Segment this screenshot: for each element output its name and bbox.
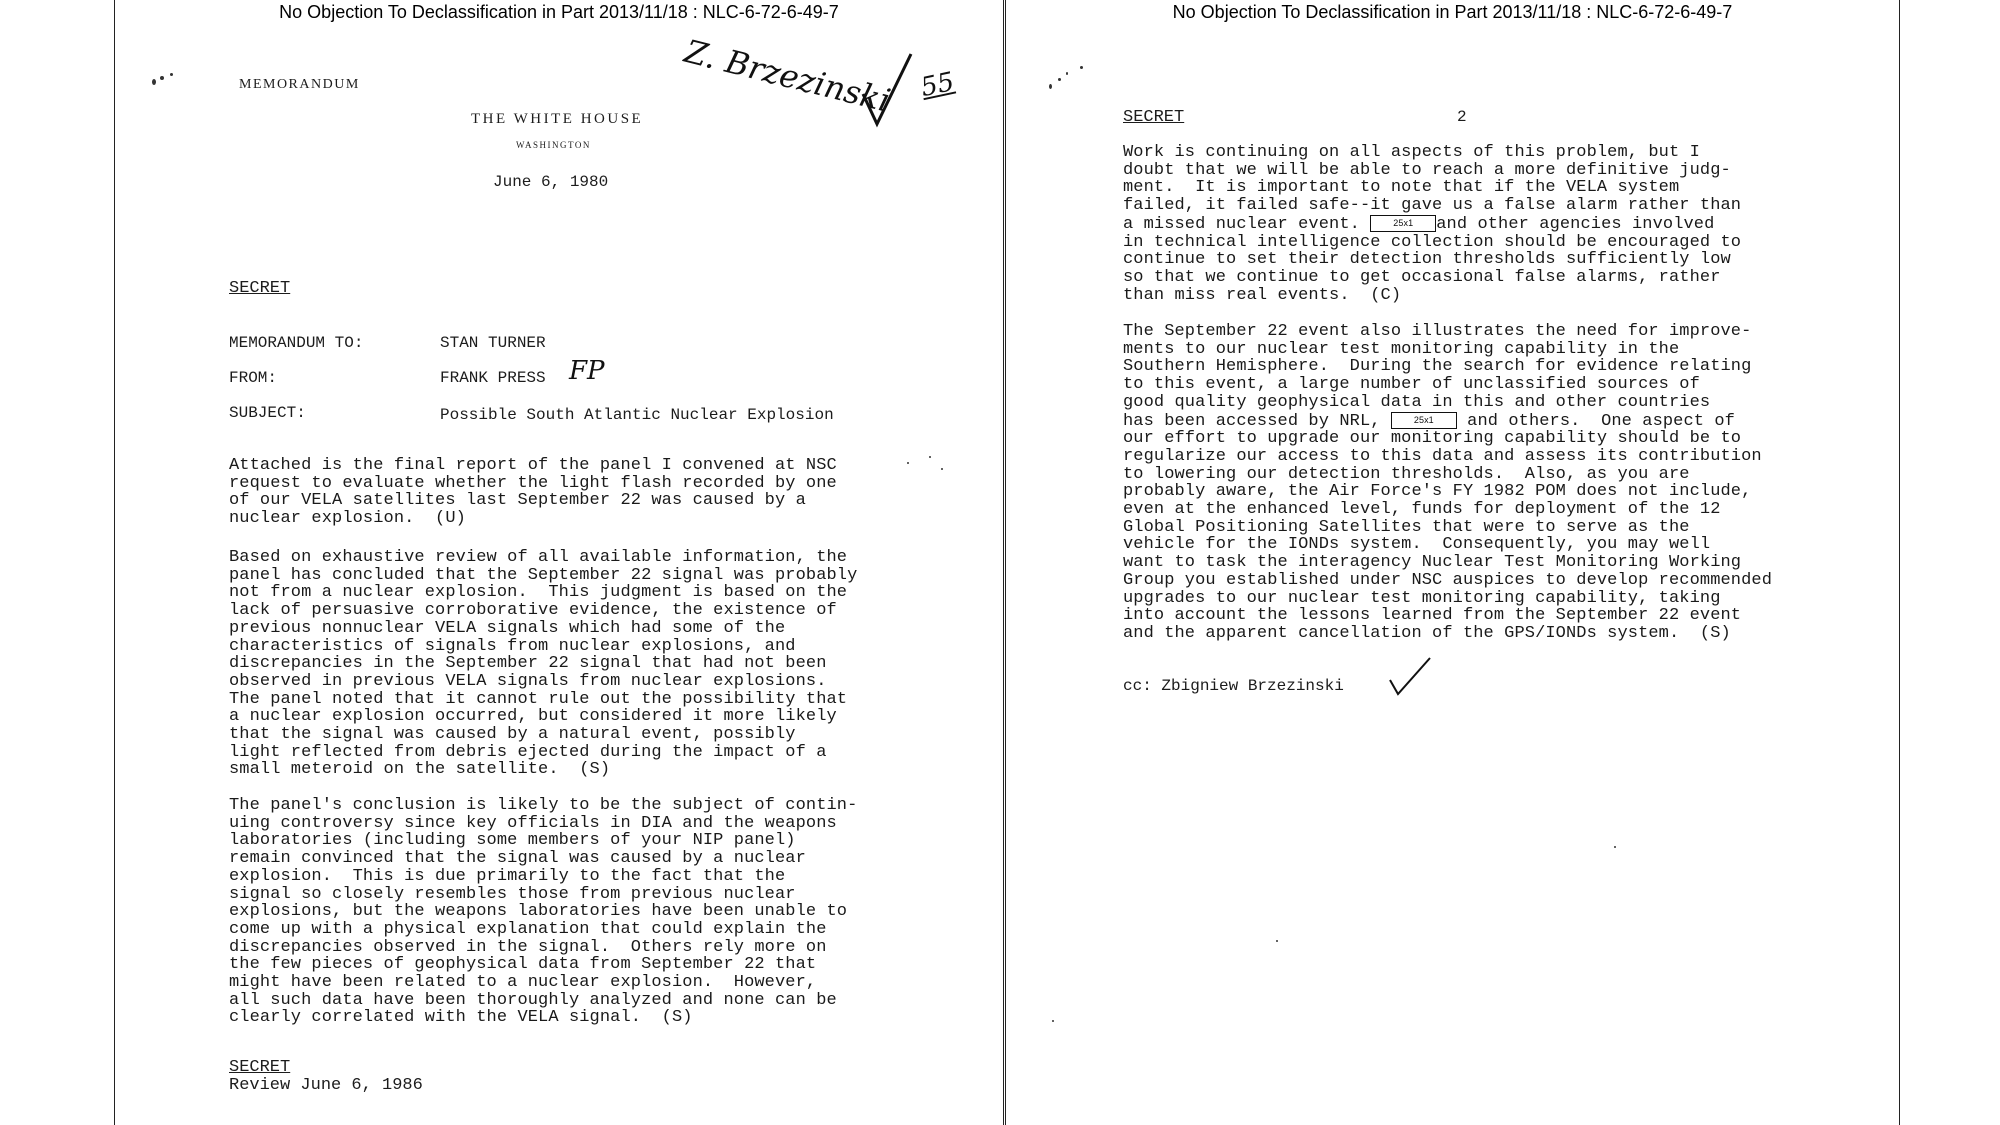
declassification-text: No Objection To Declassification in Part 2013/11/18 : NLC-6-72-6-49-7	[1172, 2, 1733, 22]
text-line: and other agencies involved	[1436, 214, 1715, 234]
text-line: failed, it failed safe--it gave us a false alarm rather than	[1123, 196, 1742, 216]
text-line: ment. It is important to note that if the VELA system	[1123, 178, 1680, 198]
classification-page-2: SECRET	[1123, 108, 1185, 127]
text-line: Work is continuing on all aspects of this problem, but I	[1123, 143, 1700, 162]
declassification-banner	[115, 0, 1003, 24]
memo-subject-value: Possible South Atlantic Nuclear Explosion	[440, 406, 834, 424]
memorandum-heading: MEMORANDUM	[239, 77, 360, 92]
classification-top: SECRET	[229, 279, 291, 298]
redaction-box: 25x1	[1370, 215, 1436, 232]
scan-speck	[907, 462, 909, 464]
scan-speck	[152, 79, 156, 85]
text-line: and others. One aspect of	[1456, 411, 1735, 431]
checkmark-icon	[859, 48, 923, 128]
classification-bottom: SECRET	[229, 1058, 291, 1077]
scan-speck	[170, 73, 173, 76]
scan-speck	[1049, 84, 1052, 89]
washington-heading: WASHINGTON	[516, 140, 591, 150]
scan-speck	[1614, 846, 1616, 848]
memo-to-label: MEMORANDUM TO:	[229, 334, 364, 352]
memo-paragraph-2: Based on exhaustive review of all available information, the panel has concluded that the September 22 signal was probably not from a nuclear explosion. This judgment is based on the lack of persuasive corroborative evidence, the existence of previous nonnuclear VELA signals which had some of the characteristics of signals from nuclear explosions, and discrepancies in the September 22 signal that had not been observed in previous VELA signals from nuclear explosions. The panel noted that it cannot rule out the possibility that a nuclear explosion occurred, but considered it more likely that the signal was caused by a natural event, possibly light reflected from debris ejected during the impact of a small meteroid on the satellite. (S)	[229, 548, 858, 780]
document-page-1	[114, 0, 1004, 1125]
document-page-2	[1005, 0, 1900, 1125]
text-block: The September 22 event also illustrates the need for improve- ments to our nuclear test monitoring capability in the Southern Hemisphere. During the search for evidence relating to this event, a large number of unclassified sources of good quality geophysical data in this and other countries	[1123, 322, 1752, 412]
declassification-banner	[1006, 0, 1899, 24]
scan-speck	[1276, 940, 1278, 942]
scan-speck	[1080, 66, 1083, 69]
text-line: a missed nuclear event.	[1123, 214, 1371, 234]
memo-date: June 6, 1980	[493, 173, 609, 191]
page2-paragraph-2	[1123, 323, 1772, 643]
memo-subject-label: SUBJECT:	[229, 404, 306, 422]
memo-paragraph-1: Attached is the final report of the panel I convened at NSC request to evaluate whether the light flash recorded by one of our VELA satellites last September 22 was caused by a nuclear explosion. (U)	[229, 456, 837, 529]
cc-line: cc: Zbigniew Brzezinski	[1123, 677, 1344, 695]
scan-speck	[941, 468, 943, 470]
text-block: in technical intelligence collection should be encouraged to continue to set their detection thresholds sufficiently low so that we continue to get occasional false alarms, rather than miss real events. (C)	[1123, 232, 1742, 305]
redaction-box: 25x1	[1391, 412, 1457, 429]
scan-speck	[929, 456, 931, 458]
text-line: doubt that we will be able to reach a more definitive judg-	[1123, 160, 1731, 180]
page-number: 2	[1457, 108, 1467, 126]
handwritten-initials: FP	[569, 356, 605, 386]
page2-paragraph-1	[1123, 144, 1741, 304]
scan-speck	[1058, 78, 1061, 81]
scan-speck	[1066, 72, 1068, 75]
memo-paragraph-3: The panel's conclusion is likely to be the subject of contin- uing controversy since key officials in DIA and the weapons laboratories (including some members of your NIP panel) remain convinced that the signal was caused by a nuclear explosion. This is due primarily to the fact that the signal so closely resembles those from previous nuclear explosions, but the weapons laboratories have been unable to come up with a physical explanation that could explain the discrepancies observed in the signal. Others rely more on the few pieces of geophysical data from September 22 that might have been related to a nuclear explosion. However, all such data have been thoroughly analyzed and none can be clearly correlated with the VELA signal. (S)	[229, 796, 858, 1028]
scan-speck	[1052, 1020, 1054, 1022]
scan-speck	[160, 76, 164, 80]
white-house-heading: THE WHITE HOUSE	[471, 111, 644, 127]
memo-to-value: STAN TURNER	[440, 334, 546, 352]
handwritten-number: 55	[918, 66, 957, 104]
memo-from-value: FRANK PRESS	[440, 369, 546, 387]
memo-from-label: FROM:	[229, 369, 278, 387]
text-line: has been accessed by NRL,	[1123, 411, 1391, 431]
review-date: Review June 6, 1986	[229, 1076, 423, 1095]
handwritten-signature: Z. Brzezinski	[680, 32, 895, 120]
text-block: our effort to upgrade our monitoring capability should be to regularize our access to this data and assess its contribution to lowering our detection thresholds. Also, as you are probably aware, the Air Force's FY 1982 POM does not include, even at the enhanced level, funds for deployment of the 12 Global Positioning Satellites that were to serve as the vehicle for the IONDs system. Consequently, you may well want to task the interagency Nuclear Test Monitoring Working Group you established under NSC auspices to develop recommended upgrades to our nuclear test monitoring capability, taking into account the lessons learned from the September 22 event and the apparent cancellation of the GPS/IONDs system. (S)	[1123, 429, 1773, 643]
checkmark-icon	[1386, 654, 1436, 700]
declassification-text: No Objection To Declassification in Part 2013/11/18 : NLC-6-72-6-49-7	[279, 2, 839, 22]
